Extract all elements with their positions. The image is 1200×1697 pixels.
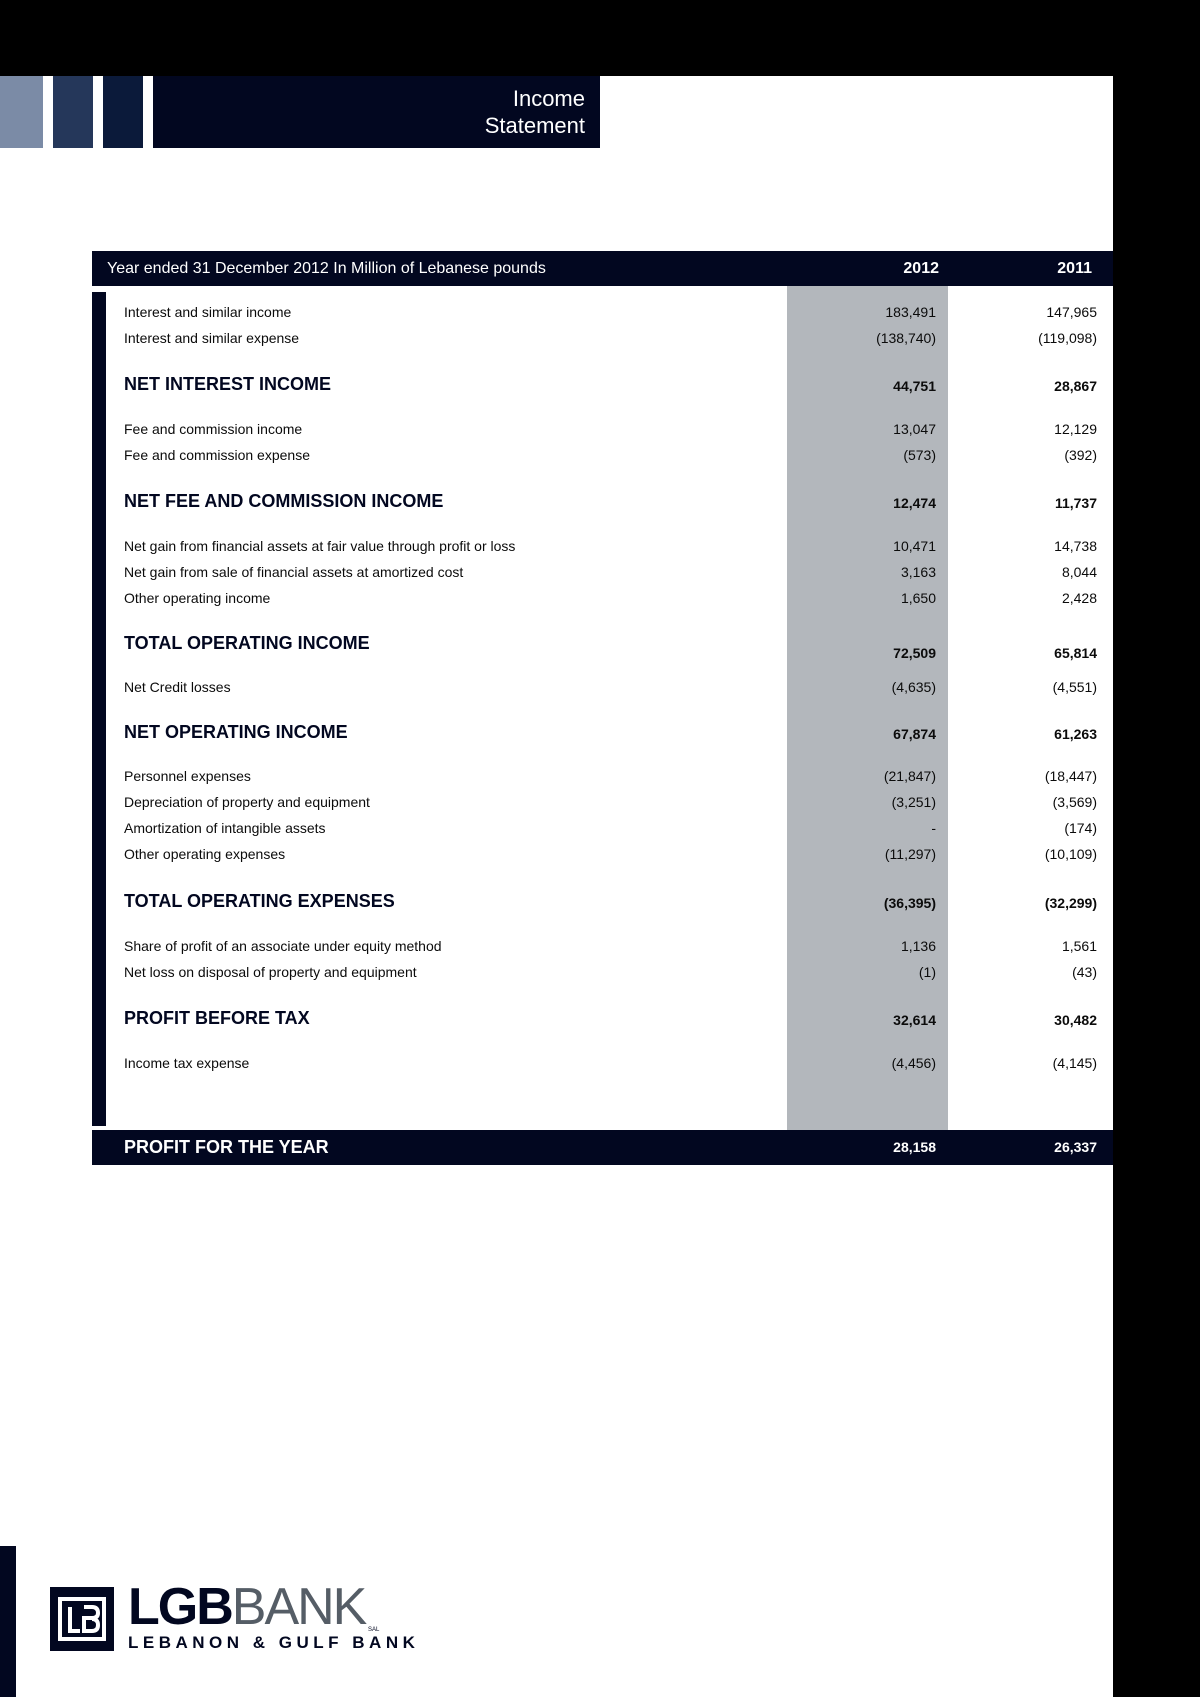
row-value-2012: 3,163 (900, 564, 936, 580)
row-label: Other operating expenses (124, 846, 286, 862)
current-year-column-shade (787, 286, 948, 1130)
row-value-2011: 2,428 (1061, 590, 1097, 606)
total-value-2011: 26,337 (1054, 1139, 1097, 1155)
row-value-2011: (32,299) (1044, 895, 1097, 911)
row-value-2011: (392) (1064, 447, 1097, 463)
table-left-bar (92, 292, 106, 1126)
row-value-2011: (4,145) (1052, 1055, 1097, 1071)
row-value-2011: 1,561 (1061, 938, 1097, 954)
row-label: Fee and commission expense (124, 447, 310, 463)
row-value-2012: (4,635) (891, 679, 936, 695)
row-value-2011: 14,738 (1054, 538, 1097, 554)
row-value-2012: (573) (903, 447, 936, 463)
total-value-2012: 28,158 (893, 1139, 936, 1155)
row-value-2011: 28,867 (1054, 378, 1097, 394)
row-value-2011: (4,551) (1052, 679, 1097, 695)
page-title-line1: Income (512, 86, 585, 111)
logo-subtitle: LEBANON & GULF BANK (128, 1633, 420, 1652)
row-label: NET INTEREST INCOME (124, 374, 332, 394)
row-label: TOTAL OPERATING INCOME (124, 633, 370, 653)
total-label: PROFIT FOR THE YEAR (124, 1137, 329, 1157)
row-value-2011: (10,109) (1044, 846, 1097, 862)
decorative-tab (103, 76, 143, 148)
row-label: PROFIT BEFORE TAX (124, 1008, 310, 1028)
row-label: Net loss on disposal of property and equipment (124, 964, 417, 980)
row-label: NET OPERATING INCOME (124, 722, 348, 742)
row-label: Net gain from sale of financial assets at amortized cost (124, 564, 464, 580)
row-value-2011: 8,044 (1061, 564, 1097, 580)
row-label: Amortization of intangible assets (124, 820, 326, 836)
row-value-2012: 67,874 (893, 726, 936, 742)
row-value-2012: 32,614 (893, 1012, 936, 1028)
decorative-tab (0, 76, 43, 148)
table-header (92, 251, 1113, 286)
decorative-tab (53, 76, 93, 148)
row-value-2011: (43) (1072, 964, 1097, 980)
row-value-2012: (4,456) (891, 1055, 936, 1071)
row-label: Interest and similar income (124, 304, 292, 320)
row-label: Income tax expense (124, 1055, 250, 1071)
row-value-2012: 1,136 (900, 938, 936, 954)
row-value-2012: 10,471 (893, 538, 936, 554)
row-value-2012: 13,047 (893, 421, 936, 437)
row-label: Depreciation of property and equipment (124, 794, 370, 810)
row-label: NET FEE AND COMMISSION INCOME (124, 491, 444, 511)
row-label: Other operating income (124, 590, 271, 606)
row-value-2011: 147,965 (1046, 304, 1097, 320)
page-title-line2: Statement (484, 113, 585, 138)
page-title (153, 76, 600, 148)
row-value-2011: (119,098) (1038, 330, 1097, 346)
row-value-2012: 72,509 (893, 645, 936, 661)
row-value-2011: (18,447) (1044, 768, 1097, 784)
logo-suffix: SAL (368, 1627, 380, 1633)
row-value-2011: 11,737 (1054, 495, 1097, 511)
footer-side-bar (0, 1546, 16, 1697)
row-label: Interest and similar expense (124, 330, 300, 346)
row-value-2012: 1,650 (900, 590, 936, 606)
row-value-2012: (11,297) (884, 846, 936, 862)
column-header-2012: 2012 (903, 260, 939, 277)
row-value-2012: (21,847) (883, 768, 936, 784)
row-value-2012: (1) (918, 964, 936, 980)
row-label: Fee and commission income (124, 421, 303, 437)
row-value-2011: 61,263 (1054, 726, 1097, 742)
row-value-2011: (3,569) (1052, 794, 1097, 810)
row-label: Personnel expenses (124, 768, 251, 784)
row-label: Net gain from financial assets at fair value through profit or loss (124, 538, 516, 554)
row-value-2012: (3,251) (891, 794, 936, 810)
statement-page (0, 76, 1113, 1697)
row-value-2012: 44,751 (893, 378, 936, 394)
row-value-2011: 30,482 (1054, 1012, 1097, 1028)
row-value-2012: - (931, 820, 936, 836)
row-value-2011: 65,814 (1054, 645, 1097, 661)
row-value-2012: 183,491 (885, 304, 936, 320)
total-row (92, 1130, 1113, 1165)
row-value-2011: 12,129 (1054, 421, 1097, 437)
lgb-logo-icon (50, 1587, 114, 1651)
row-label: Share of profit of an associate under equity method (124, 938, 442, 954)
row-value-2012: (36,395) (883, 895, 936, 911)
row-label: TOTAL OPERATING EXPENSES (124, 891, 395, 911)
row-value-2011: (174) (1064, 820, 1097, 836)
logo-wordmark: LGBBANK (128, 1578, 366, 1636)
table-description: Year ended 31 December 2012 In Million of Lebanese pounds (107, 260, 546, 277)
row-value-2012: 12,474 (893, 495, 936, 511)
column-header-2011: 2011 (1057, 260, 1092, 277)
row-label: Net Credit losses (124, 679, 231, 695)
row-value-2012: (138,740) (876, 330, 936, 346)
